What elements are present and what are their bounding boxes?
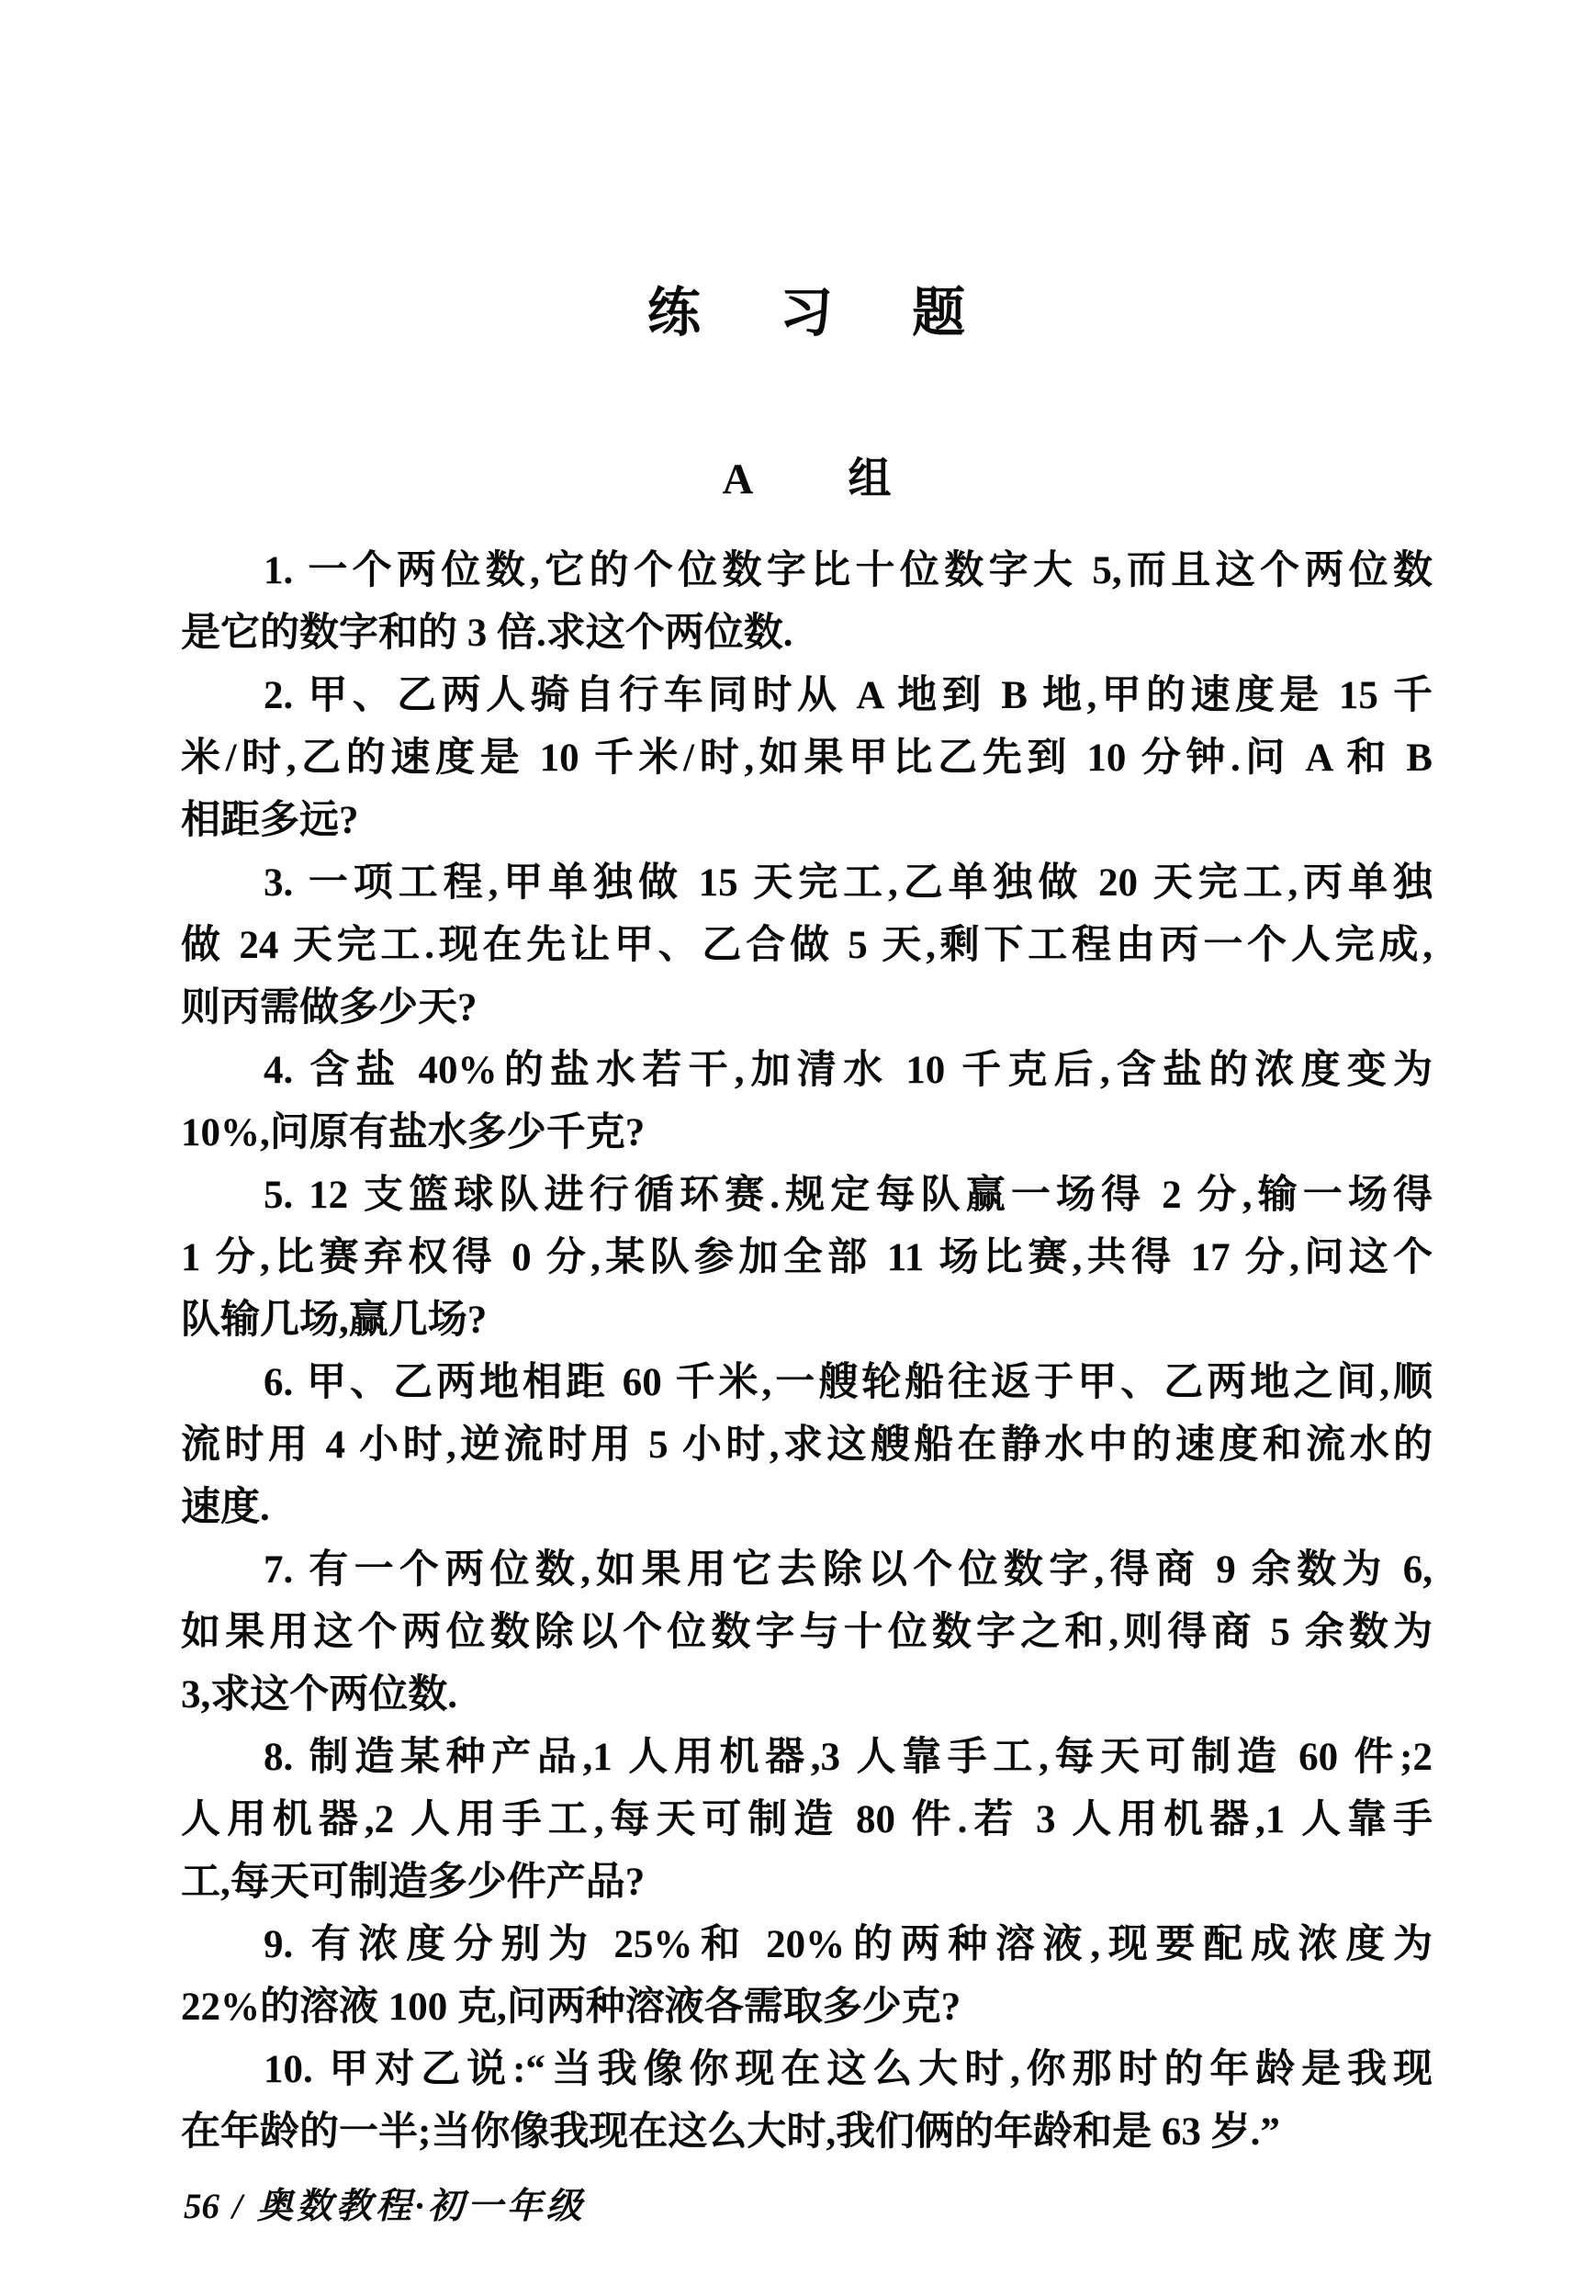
problem (181, 1040, 1433, 1165)
problem-line: 1. 一个两位数,它的个位数字比十位数字大 5,而且这个两位数 (264, 549, 1433, 592)
problem-line: 7. 有一个两位数,如果用它去除以个位数字,得商 9 余数为 6, (264, 1548, 1433, 1592)
problem (181, 665, 1433, 852)
problem-line: 4. 含盐 40%的盐水若干,加清水 10 千克后,含盐的浓度变为 (264, 1049, 1433, 1092)
page-footer (184, 2187, 586, 2227)
problem-line: 10%,问原有盐水多少千克? (181, 1111, 646, 1154)
problem-line: 做 24 天完工.现在先让甲、乙合做 5 天,剩下工程由丙一个人完成, (181, 924, 1433, 967)
problem-line: 3. 一项工程,甲单独做 15 天完工,乙单独做 20 天完工,丙单独 (264, 861, 1433, 905)
problem (181, 2039, 1433, 2164)
problem-line: 3,求这个两位数. (181, 1673, 457, 1716)
problem-line: 9. 有浓度分别为 25%和 20%的两种溶液,现要配成浓度为 (264, 1923, 1433, 1966)
problem-line: 工,每天可制造多少件产品? (181, 1861, 646, 1904)
problems (181, 540, 1433, 2164)
problem-line: 是它的数字和的 3 倍.求这个两位数. (181, 612, 793, 655)
book-title: 奥数教程·初一年级 (256, 2187, 586, 2226)
problem (181, 852, 1433, 1040)
problem-line: 5. 12 支篮球队进行循环赛.规定每队赢一场得 2 分,输一场得 (264, 1174, 1433, 1217)
problem-line: 则丙需做多少天? (181, 986, 478, 1030)
problem-line: 如果用这个两位数除以个位数字与十位数字之和,则得商 5 余数为 (181, 1611, 1433, 1654)
problem (181, 1539, 1433, 1727)
problem-line: 人用机器,2 人用手工,每天可制造 80 件.若 3 人用机器,1 人靠手 (181, 1798, 1433, 1841)
page-number: 56 (184, 2187, 219, 2226)
problem-line: 22%的溶液 100 克,问两种溶液各需取多少克? (181, 1986, 961, 2029)
problem-line: 米/时,乙的速度是 10 千米/时,如果甲比乙先到 10 分钟.问 A 和 B (181, 737, 1433, 780)
problem (181, 540, 1433, 665)
problem-line: 相距多远? (181, 799, 359, 842)
page-content (181, 285, 1433, 2164)
problem-line: 10. 甲对乙说:“当我像你现在这么大时,你那时的年龄是我现 (264, 2048, 1433, 2091)
problem-line: 2. 甲、乙两人骑自行车同时从 A 地到 B 地,甲的速度是 15 千 (264, 674, 1433, 717)
problem-line: 1 分,比赛弃权得 0 分,某队参加全部 11 场比赛,共得 17 分,问这个 (181, 1236, 1433, 1279)
footer-separator: / (232, 2187, 242, 2226)
problem-line: 流时用 4 小时,逆流时用 5 小时,求这艘船在静水中的速度和流水的 (181, 1424, 1433, 1467)
problem-line: 8. 制造某种产品,1 人用机器,3 人靠手工,每天可制造 60 件;2 (264, 1736, 1433, 1779)
section-heading: A 组 (722, 456, 892, 503)
problem (181, 1727, 1433, 1914)
problem-line: 在年龄的一半;当你像我现在这么大时,我们俩的年龄和是 63 岁.” (181, 2110, 1280, 2154)
problem-line: 队输几场,赢几场? (181, 1299, 488, 1342)
page-title: 练 习 题 (646, 283, 967, 343)
problem (181, 1165, 1433, 1352)
problem-line: 速度. (181, 1486, 270, 1529)
problem (181, 1352, 1433, 1539)
problem (181, 1914, 1433, 2039)
problem-line: 6. 甲、乙两地相距 60 千米,一艘轮船往返于甲、乙两地之间,顺 (264, 1361, 1433, 1404)
